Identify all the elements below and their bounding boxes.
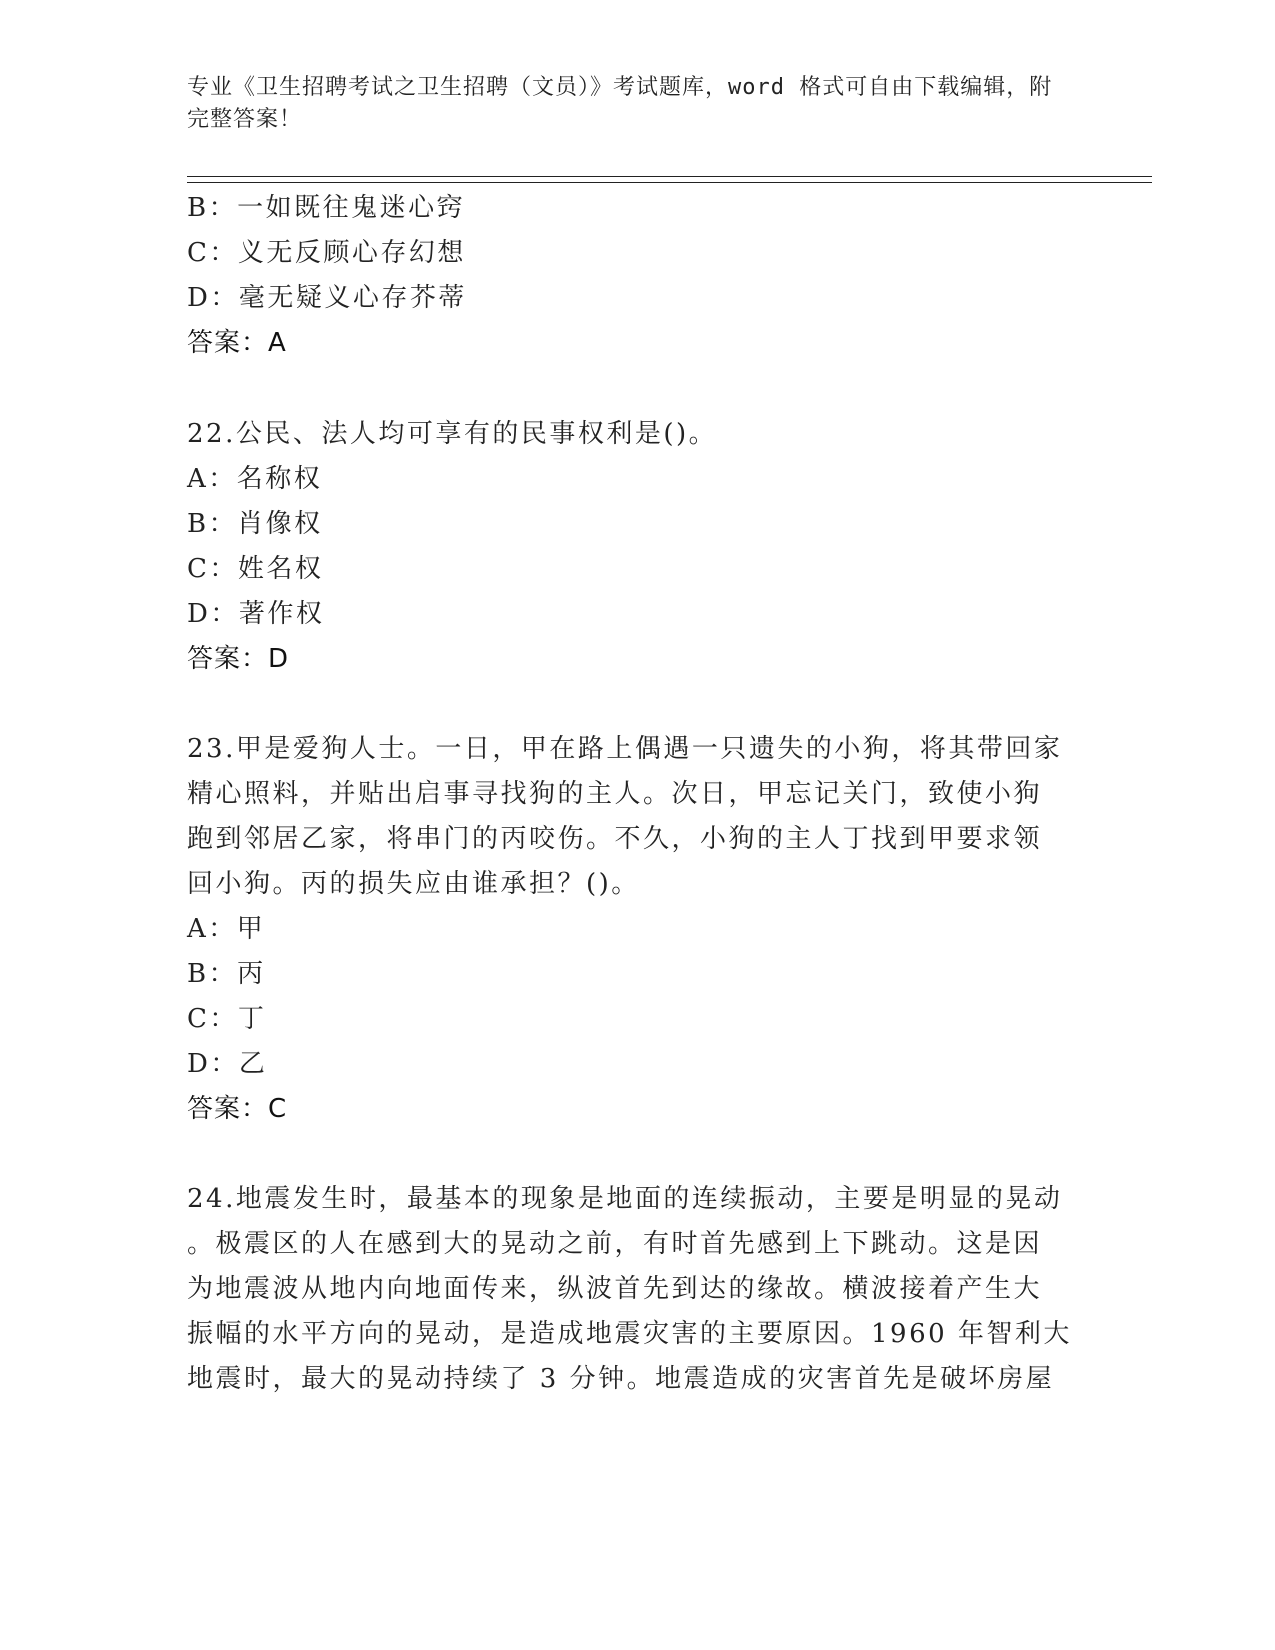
q22-option-b: B：肖像权 xyxy=(187,509,323,539)
q24-question-line-3: 为地震波从地内向地面传来，纵波首先到达的缘故。横波接着产生大 xyxy=(187,1274,1043,1304)
header-divider-top xyxy=(187,176,1152,177)
q23-option-c: C：丁 xyxy=(187,1004,267,1034)
q24-question-line-1: 24.地震发生时，最基本的现象是地面的连续振动，主要是明显的晃动 xyxy=(187,1184,1063,1214)
header-divider-bottom xyxy=(187,182,1152,183)
q22-option-d: D：著作权 xyxy=(187,599,325,629)
q23-option-a: A：甲 xyxy=(187,914,266,944)
q24-question-line-2: 。极震区的人在感到大的晃动之前，有时首先感到上下跳动。这是因 xyxy=(187,1229,1043,1259)
q23-question-line-1: 23.甲是爱狗人士。一日，甲在路上偶遇一只遗失的小狗，将其带回家 xyxy=(187,734,1063,764)
q21-option-b: B：一如既往鬼迷心窍 xyxy=(187,193,466,223)
q22-question: 22.公民、法人均可享有的民事权利是()。 xyxy=(187,419,718,449)
q24-question-line-5: 地震时，最大的晃动持续了 3 分钟。地震造成的灾害首先是破坏房屋 xyxy=(187,1364,1055,1394)
q21-option-c: C：义无反顾心存幻想 xyxy=(187,238,466,268)
q23-option-d: D：乙 xyxy=(187,1049,268,1079)
q22-option-c: C：姓名权 xyxy=(187,554,324,584)
q23-option-b: B：丙 xyxy=(187,959,266,989)
q23-question-line-2: 精心照料，并贴出启事寻找狗的主人。次日，甲忘记关门，致使小狗 xyxy=(187,779,1043,809)
q24-question-line-4: 振幅的水平方向的晃动，是造成地震灾害的主要原因。1960 年智利大 xyxy=(187,1319,1072,1349)
q22-answer: 答案：D xyxy=(187,644,290,674)
q23-question-line-3: 跑到邻居乙家，将串门的丙咬伤。不久，小狗的主人丁找到甲要求领 xyxy=(187,824,1043,854)
q22-option-a: A：名称权 xyxy=(187,464,323,494)
q23-answer: 答案：C xyxy=(187,1094,288,1124)
q21-option-d: D：毫无疑义心存芥蒂 xyxy=(187,283,467,313)
q23-question-line-4: 回小狗。丙的损失应由谁承担？()。 xyxy=(187,869,640,899)
document-header: 专业《卫生招聘考试之卫生招聘（文员）》考试题库，word 格式可自由下载编辑，附完整答案！ xyxy=(187,75,1053,132)
q21-answer: 答案：A xyxy=(187,328,287,358)
